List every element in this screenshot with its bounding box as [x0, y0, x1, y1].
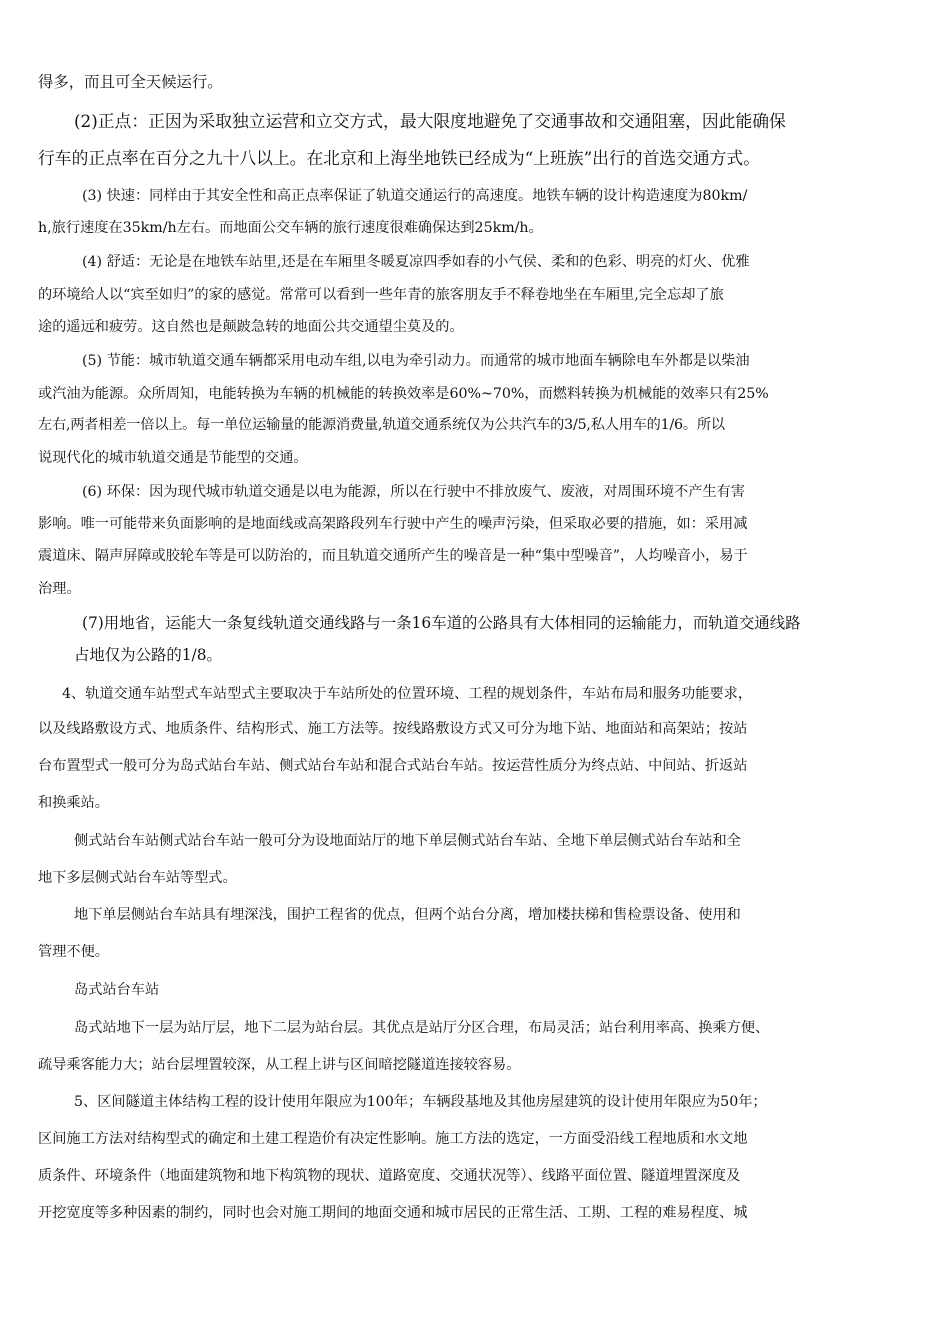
island-platform-heading: 岛式站台车站	[74, 982, 160, 998]
point-environment-line-3: 震道床、隔声屏障或胶轮车等是可以防治的，而且轨道交通所产生的噪音是一种“集中型噪音”，人均噪音小，易于	[38, 548, 748, 564]
island-platform-line-1: 岛式站地下一层为站厅层，地下二层为站台层。其优点是站厅分区合理，布局灵活；站台利用率高、换乘方便、	[74, 1020, 770, 1036]
point-energy-line-4: 说现代化的城市轨道交通是节能型的交通。	[38, 450, 308, 466]
point-environment-line-2: 影响。唯一可能带来负面影响的是地面线或高架路段列车行驶中产生的噪声污染，但采取必要的措施，如：采用减	[38, 516, 748, 532]
point-land-use-line-2: 占地仅为公路的1/8。	[74, 646, 222, 664]
point-energy-line-1: (5) 节能：城市轨道交通车辆都采用电动车组,以电为牵引动力。而通常的城市地面车辆除电车外都是以柴油	[82, 353, 750, 369]
intro-tail-line: 得多，而且可全天候运行。	[38, 73, 223, 91]
point-land-use-line-1: (7)用地省，运能大一条复线轨道交通线路与一条16车道的公路具有大体相同的运输能力，而轨道交通线路	[82, 614, 801, 632]
side-platform-line-1: 侧式站台车站侧式站台车站一般可分为设地面站厅的地下单层侧式站台车站、全地下单层侧式站台车站和全	[74, 833, 741, 849]
underground-side-line-2: 管理不便。	[38, 944, 109, 960]
section-4-line-2: 以及线路敷设方式、地质条件、结构形式、施工方法等。按线路敷设方式又可分为地下站、地面站和高架站；按站	[38, 721, 748, 737]
section-5-line-2: 区间施工方法对结构型式的确定和土建工程造价有决定性影响。施工方法的选定，一方面受沿线工程地质和水文地	[38, 1131, 748, 1147]
point-energy-line-2: 或汽油为能源。众所周知，电能转换为车辆的机械能的转换效率是60%~70%，而燃料转换为机械能的效率只有25%	[38, 386, 769, 402]
point-speed-line-1: (3) 快速：同样由于其安全性和高正点率保证了轨道交通运行的高速度。地铁车辆的设计构造速度为80km/	[82, 188, 748, 204]
section-5-line-1: 5、区间隧道主体结构工程的设计使用年限应为100年；车辆段基地及其他房屋建筑的设计使用年限应为50年；	[74, 1094, 767, 1110]
point-environment-line-4: 治理。	[38, 581, 81, 597]
underground-side-line-1: 地下单层侧站台车站具有埋深浅，围护工程省的优点，但两个站台分离，增加楼扶梯和售检票设备、使用和	[74, 907, 741, 923]
section-4-line-3: 台布置型式一般可分为岛式站台车站、侧式站台车站和混合式站台车站。按运营性质分为终点站、中间站、折返站	[38, 758, 748, 774]
point-environment-line-1: (6) 环保：因为现代城市轨道交通是以电为能源，所以在行驶中不排放废气、废液，对周围环境不产生有害	[82, 484, 746, 500]
section-4-line-4: 和换乘站。	[38, 795, 109, 811]
island-platform-line-2: 疏导乘客能力大；站台层埋置较深，从工程上讲与区间暗挖隧道连接较容易。	[38, 1057, 521, 1073]
point-comfort-line-2: 的环境给人以“宾至如归”的家的感觉。常常可以看到一些年青的旅客朋友手不释卷地坐在车厢里,完全忘却了旅	[38, 287, 724, 303]
point-punctuality-line-1: (2)正点：正因为采取独立运营和立交方式，最大限度地避免了交通事故和交通阻塞，因此能确保	[74, 111, 786, 131]
section-5-line-3: 质条件、环境条件（地面建筑物和地下构筑物的现状、道路宽度、交通状况等）、线路平面位置、隧道埋置深度及	[38, 1168, 741, 1184]
section-4-line-1: 4、轨道交通车站型式车站型式主要取决于车站所处的位置环境、工程的规划条件，车站布局和服务功能要求，	[62, 686, 753, 702]
side-platform-line-2: 地下多层侧式站台车站等型式。	[38, 870, 237, 886]
point-speed-line-2: h,旅行速度在35km/h左右。而地面公交车辆的旅行速度很难确保达到25km/h。	[38, 220, 543, 236]
point-comfort-line-1: (4) 舒适：无论是在地铁车站里,还是在车厢里冬暖夏凉四季如春的小气侯、柔和的色彩、明亮的灯火、优雅	[82, 254, 750, 270]
point-punctuality-line-2: 行车的正点率在百分之九十八以上。在北京和上海坐地铁已经成为“上班族”出行的首选交通方式。	[38, 148, 760, 168]
section-5-line-4: 开挖宽度等多种因素的制约，同时也会对施工期间的地面交通和城市居民的正常生活、工期、工程的难易程度、城	[38, 1205, 748, 1221]
point-comfort-line-3: 途的遥远和疲劳。这自然也是颠跛急转的地面公共交通望尘莫及的。	[38, 319, 464, 335]
point-energy-line-3: 左右,两者相差一倍以上。每一单位运输量的能源消费量,轨道交通系统仅为公共汽车的3/5,私人用车的1/6。所以	[38, 417, 725, 433]
